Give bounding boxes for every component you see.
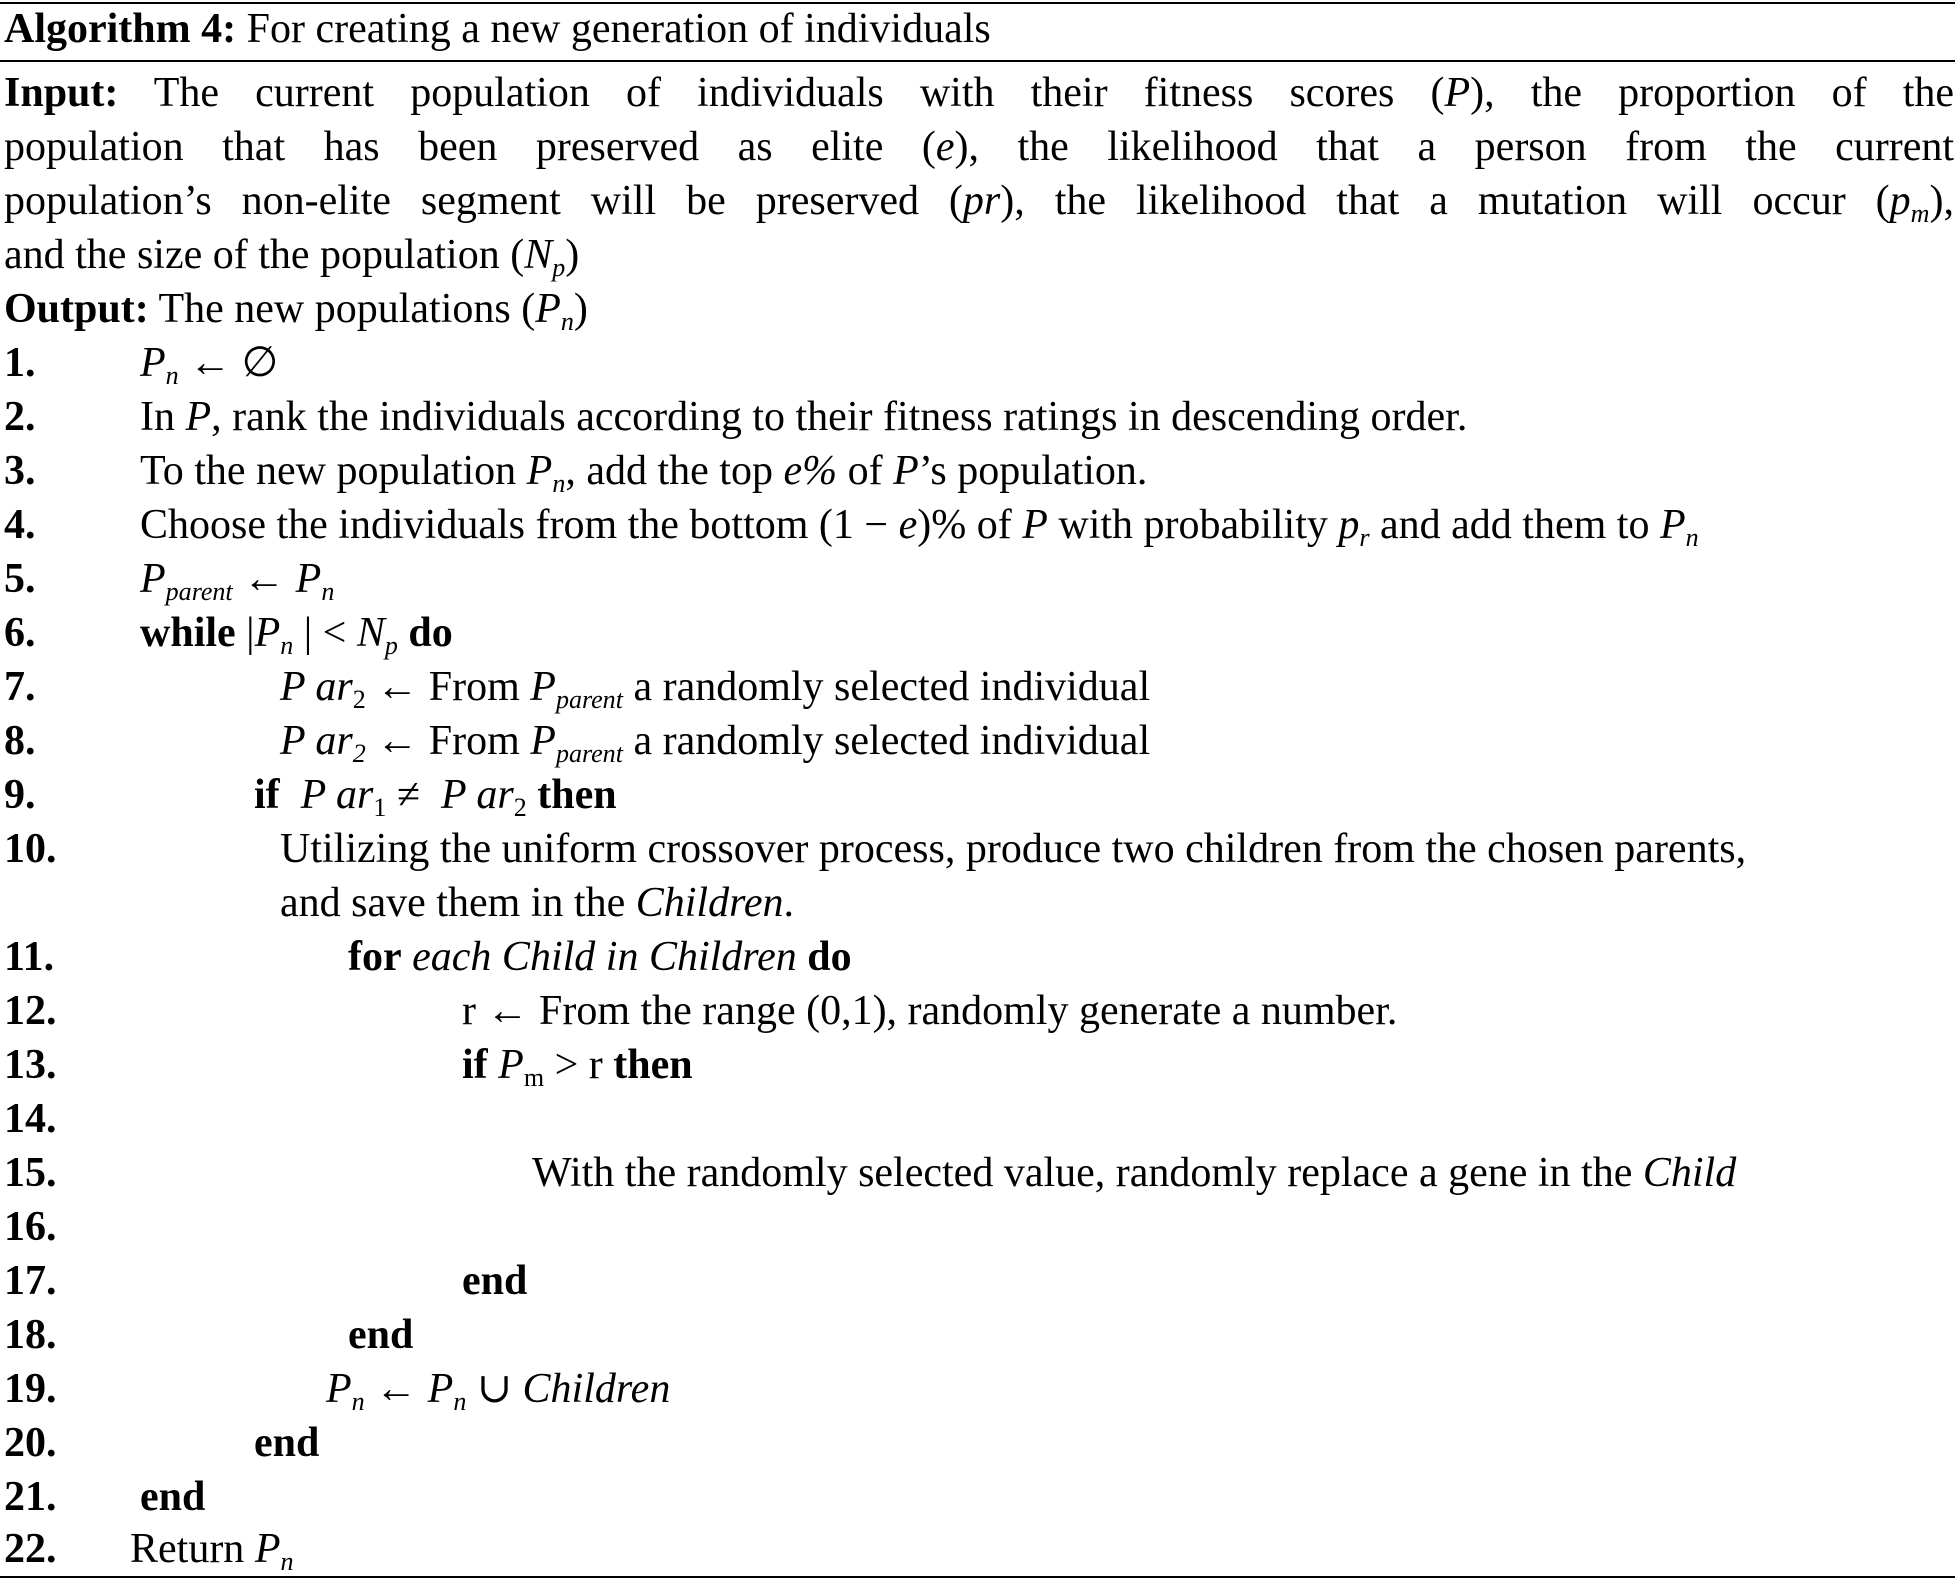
output-line: Output: The new populations $(P_n)$: [4, 286, 588, 336]
step-number: 7.: [4, 664, 36, 710]
step-number: 6.: [4, 610, 36, 656]
step-6-text: while $|P_n$ | < $N_p$ do: [140, 610, 453, 660]
step-9-text: if P $ar_1 \ne P$ $ar_2$ then: [254, 772, 617, 822]
step-number: 18.: [4, 1312, 57, 1358]
step-number: 14.: [4, 1096, 57, 1142]
step-18-text: end: [348, 1312, 414, 1358]
step-number: 12.: [4, 988, 57, 1034]
step-22-text: Return $P_n$: [130, 1526, 294, 1576]
algorithm-label: Algorithm 4:: [4, 6, 237, 52]
step-number: 4.: [4, 502, 36, 548]
bottom-rule: [0, 1576, 1955, 1578]
step-number: 11.: [4, 934, 55, 980]
step-number: 22.: [4, 1526, 57, 1572]
step-13-text: if $P_m > r$ then: [462, 1042, 693, 1092]
step-5-text: $P_{parent}$ ← $P_n$: [140, 556, 335, 606]
step-4-text: Choose the individuals from the bottom (1 − e)% of P with probability $p_r$ and add them to $P_n$: [140, 502, 1699, 552]
step-19-text: $P_n$ ← $P_n$ ∪ Children: [326, 1366, 671, 1416]
algorithm-header: [4, 2, 991, 56]
input-line-3: population’s non-elite segment will be preserved (pr), the likelihood that a mutation will occur $(p_m)$,: [4, 178, 1954, 228]
input-label: Input:: [4, 70, 119, 116]
step-number: 3.: [4, 448, 36, 494]
step-number: 1.: [4, 340, 36, 386]
step-number: 16.: [4, 1204, 57, 1250]
step-17-text: end: [462, 1258, 528, 1304]
step-number: 10.: [4, 826, 57, 872]
step-number: 21.: [4, 1474, 57, 1520]
step-number: 15.: [4, 1150, 57, 1196]
step-number: 5.: [4, 556, 36, 602]
algorithm-title: For creating a new generation of individuals: [246, 6, 991, 52]
header-rule: [0, 60, 1955, 62]
step-number: 8.: [4, 718, 36, 764]
step-1-text: $P_n$ ← ∅: [140, 340, 279, 390]
step-10-text: Utilizing the uniform crossover process, produce two children from the chosen parents,: [280, 826, 1747, 872]
step-21-text: end: [140, 1474, 206, 1520]
step-7-text: P $ar_2$ ← From $P_{parent}$ a randomly selected individual: [280, 664, 1151, 714]
step-10-continuation: and save them in the Children.: [280, 880, 795, 926]
input-line-4: and the size of the population $(N_p)$: [4, 232, 580, 282]
step-11-text: for each Child in Children do: [348, 934, 852, 980]
output-label: Output:: [4, 286, 149, 332]
input-line-2: population that has been preserved as elite (e), the likelihood that a person from the current: [4, 124, 1955, 170]
step-3-text: To the new population $P_n$, add the top e% of P’s population.: [140, 448, 1148, 498]
step-2-text: In P, rank the individuals according to their fitness ratings in descending order.: [140, 394, 1468, 440]
step-number: 20.: [4, 1420, 57, 1466]
step-number: 9.: [4, 772, 36, 818]
step-number: 19.: [4, 1366, 57, 1412]
step-12-text: r ← From the range (0,1), randomly generate a number.: [462, 988, 1398, 1034]
step-number: 13.: [4, 1042, 57, 1088]
step-number: 17.: [4, 1258, 57, 1304]
step-20-text: end: [254, 1420, 320, 1466]
step-15-text: With the randomly selected value, randomly replace a gene in the Child: [532, 1150, 1737, 1196]
step-8-text: P $ar_2$ ← From $P_{parent}$ a randomly selected individual: [280, 718, 1151, 768]
step-number: 2.: [4, 394, 36, 440]
input-line-1: Input: The current population of individuals with their fitness scores (P), the proportion of the: [4, 70, 1954, 116]
